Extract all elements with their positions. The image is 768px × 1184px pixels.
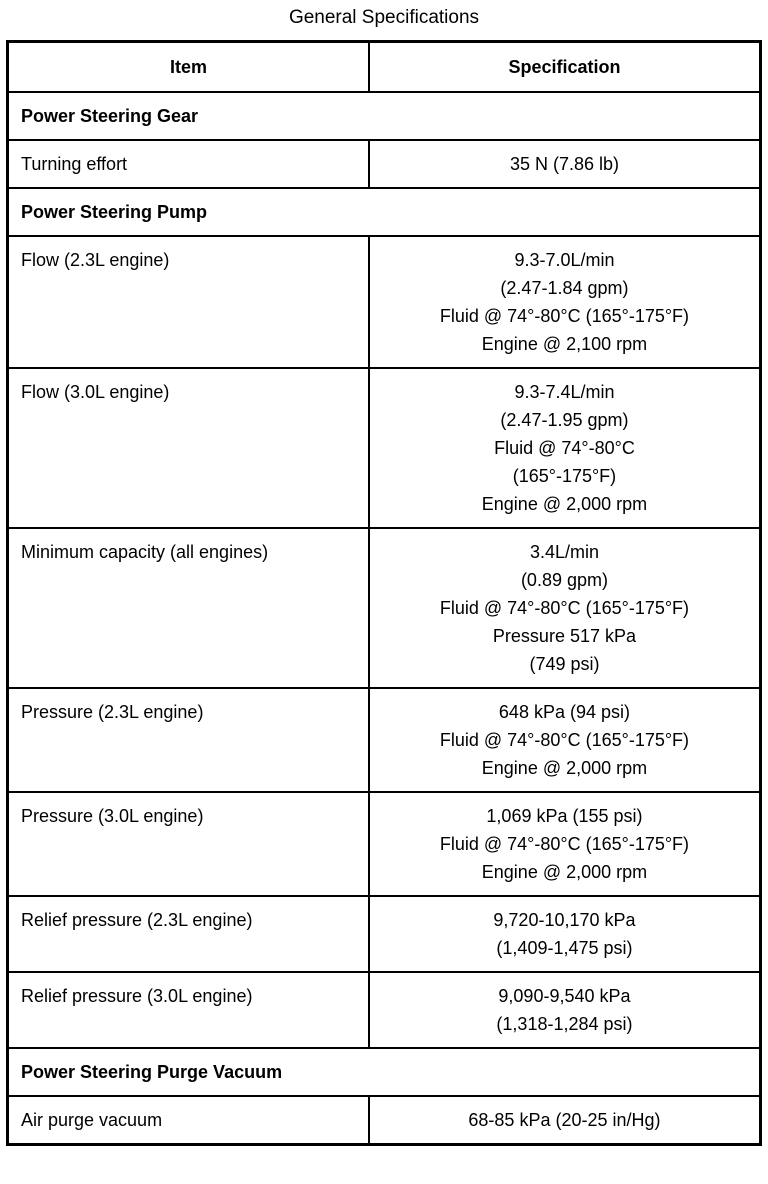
spec-cell <box>369 1096 761 1145</box>
spec-line: Engine @ 2,000 rpm <box>481 758 648 778</box>
spec-cell <box>369 140 761 188</box>
item-cell: Pressure (3.0L engine) <box>8 792 369 896</box>
spec-cell <box>369 368 761 528</box>
spec-line: (2.47-1.95 gpm) <box>500 410 629 430</box>
spec-table <box>6 40 762 1146</box>
table-row <box>8 896 761 972</box>
spec-cell <box>369 792 761 896</box>
spec-line: 9.3-7.0L/min <box>514 250 615 270</box>
item-cell: Flow (3.0L engine) <box>8 368 369 528</box>
column-header-item: Item <box>8 42 369 93</box>
table-row <box>8 972 761 1048</box>
table-row <box>8 792 761 896</box>
spec-line: Engine @ 2,100 rpm <box>481 334 648 354</box>
spec-line: Fluid @ 74°-80°C (165°-175°F) <box>439 834 690 854</box>
spec-line: Fluid @ 74°-80°C (165°-175°F) <box>439 306 690 326</box>
spec-line: Fluid @ 74°-80°C (165°-175°F) <box>439 598 690 618</box>
table-row <box>8 140 761 188</box>
spec-line: (165°-175°F) <box>512 466 617 486</box>
table-header-row <box>8 42 761 93</box>
spec-line: (749 psi) <box>529 654 600 674</box>
table-row <box>8 688 761 792</box>
spec-line: Fluid @ 74°-80°C <box>494 438 635 458</box>
spec-line: (1,318-1,284 psi) <box>496 1014 633 1034</box>
spec-cell <box>369 528 761 688</box>
spec-cell <box>369 236 761 368</box>
column-header-specification: Specification <box>369 42 761 93</box>
spec-line: 35 N (7.86 lb) <box>509 154 619 174</box>
section-row <box>8 92 761 140</box>
table-row <box>8 528 761 688</box>
spec-line: (1,409-1,475 psi) <box>496 938 633 958</box>
table-row <box>8 1096 761 1145</box>
spec-line: Fluid @ 74°-80°C (165°-175°F) <box>439 730 690 750</box>
item-cell: Pressure (2.3L engine) <box>8 688 369 792</box>
item-cell: Relief pressure (2.3L engine) <box>8 896 369 972</box>
spec-cell <box>369 972 761 1048</box>
spec-line: Pressure 517 kPa <box>492 626 636 646</box>
spec-line: (2.47-1.84 gpm) <box>500 278 629 298</box>
spec-cell <box>369 896 761 972</box>
spec-line: Engine @ 2,000 rpm <box>481 494 648 514</box>
item-cell: Relief pressure (3.0L engine) <box>8 972 369 1048</box>
spec-line: 648 kPa (94 psi) <box>498 702 630 722</box>
spec-line: 9,720-10,170 kPa <box>493 910 636 930</box>
item-cell: Turning effort <box>8 140 369 188</box>
table-row <box>8 368 761 528</box>
spec-line: 9,090-9,540 kPa <box>498 986 631 1006</box>
page-title: General Specifications <box>288 7 480 28</box>
item-cell: Air purge vacuum <box>8 1096 369 1145</box>
spec-line: (0.89 gpm) <box>520 570 608 590</box>
spec-line: 3.4L/min <box>529 542 599 562</box>
section-label: Power Steering Pump <box>8 188 761 236</box>
item-cell: Flow (2.3L engine) <box>8 236 369 368</box>
section-row <box>8 1048 761 1096</box>
section-label: Power Steering Gear <box>8 92 761 140</box>
spec-line: 9.3-7.4L/min <box>514 382 615 402</box>
item-cell: Minimum capacity (all engines) <box>8 528 369 688</box>
table-row <box>8 236 761 368</box>
spec-cell <box>369 688 761 792</box>
spec-line: 1,069 kPa (155 psi) <box>486 806 643 826</box>
spec-line: Engine @ 2,000 rpm <box>481 862 648 882</box>
spec-line: 68-85 kPa (20-25 in/Hg) <box>468 1110 661 1130</box>
section-label: Power Steering Purge Vacuum <box>8 1048 761 1096</box>
section-row <box>8 188 761 236</box>
